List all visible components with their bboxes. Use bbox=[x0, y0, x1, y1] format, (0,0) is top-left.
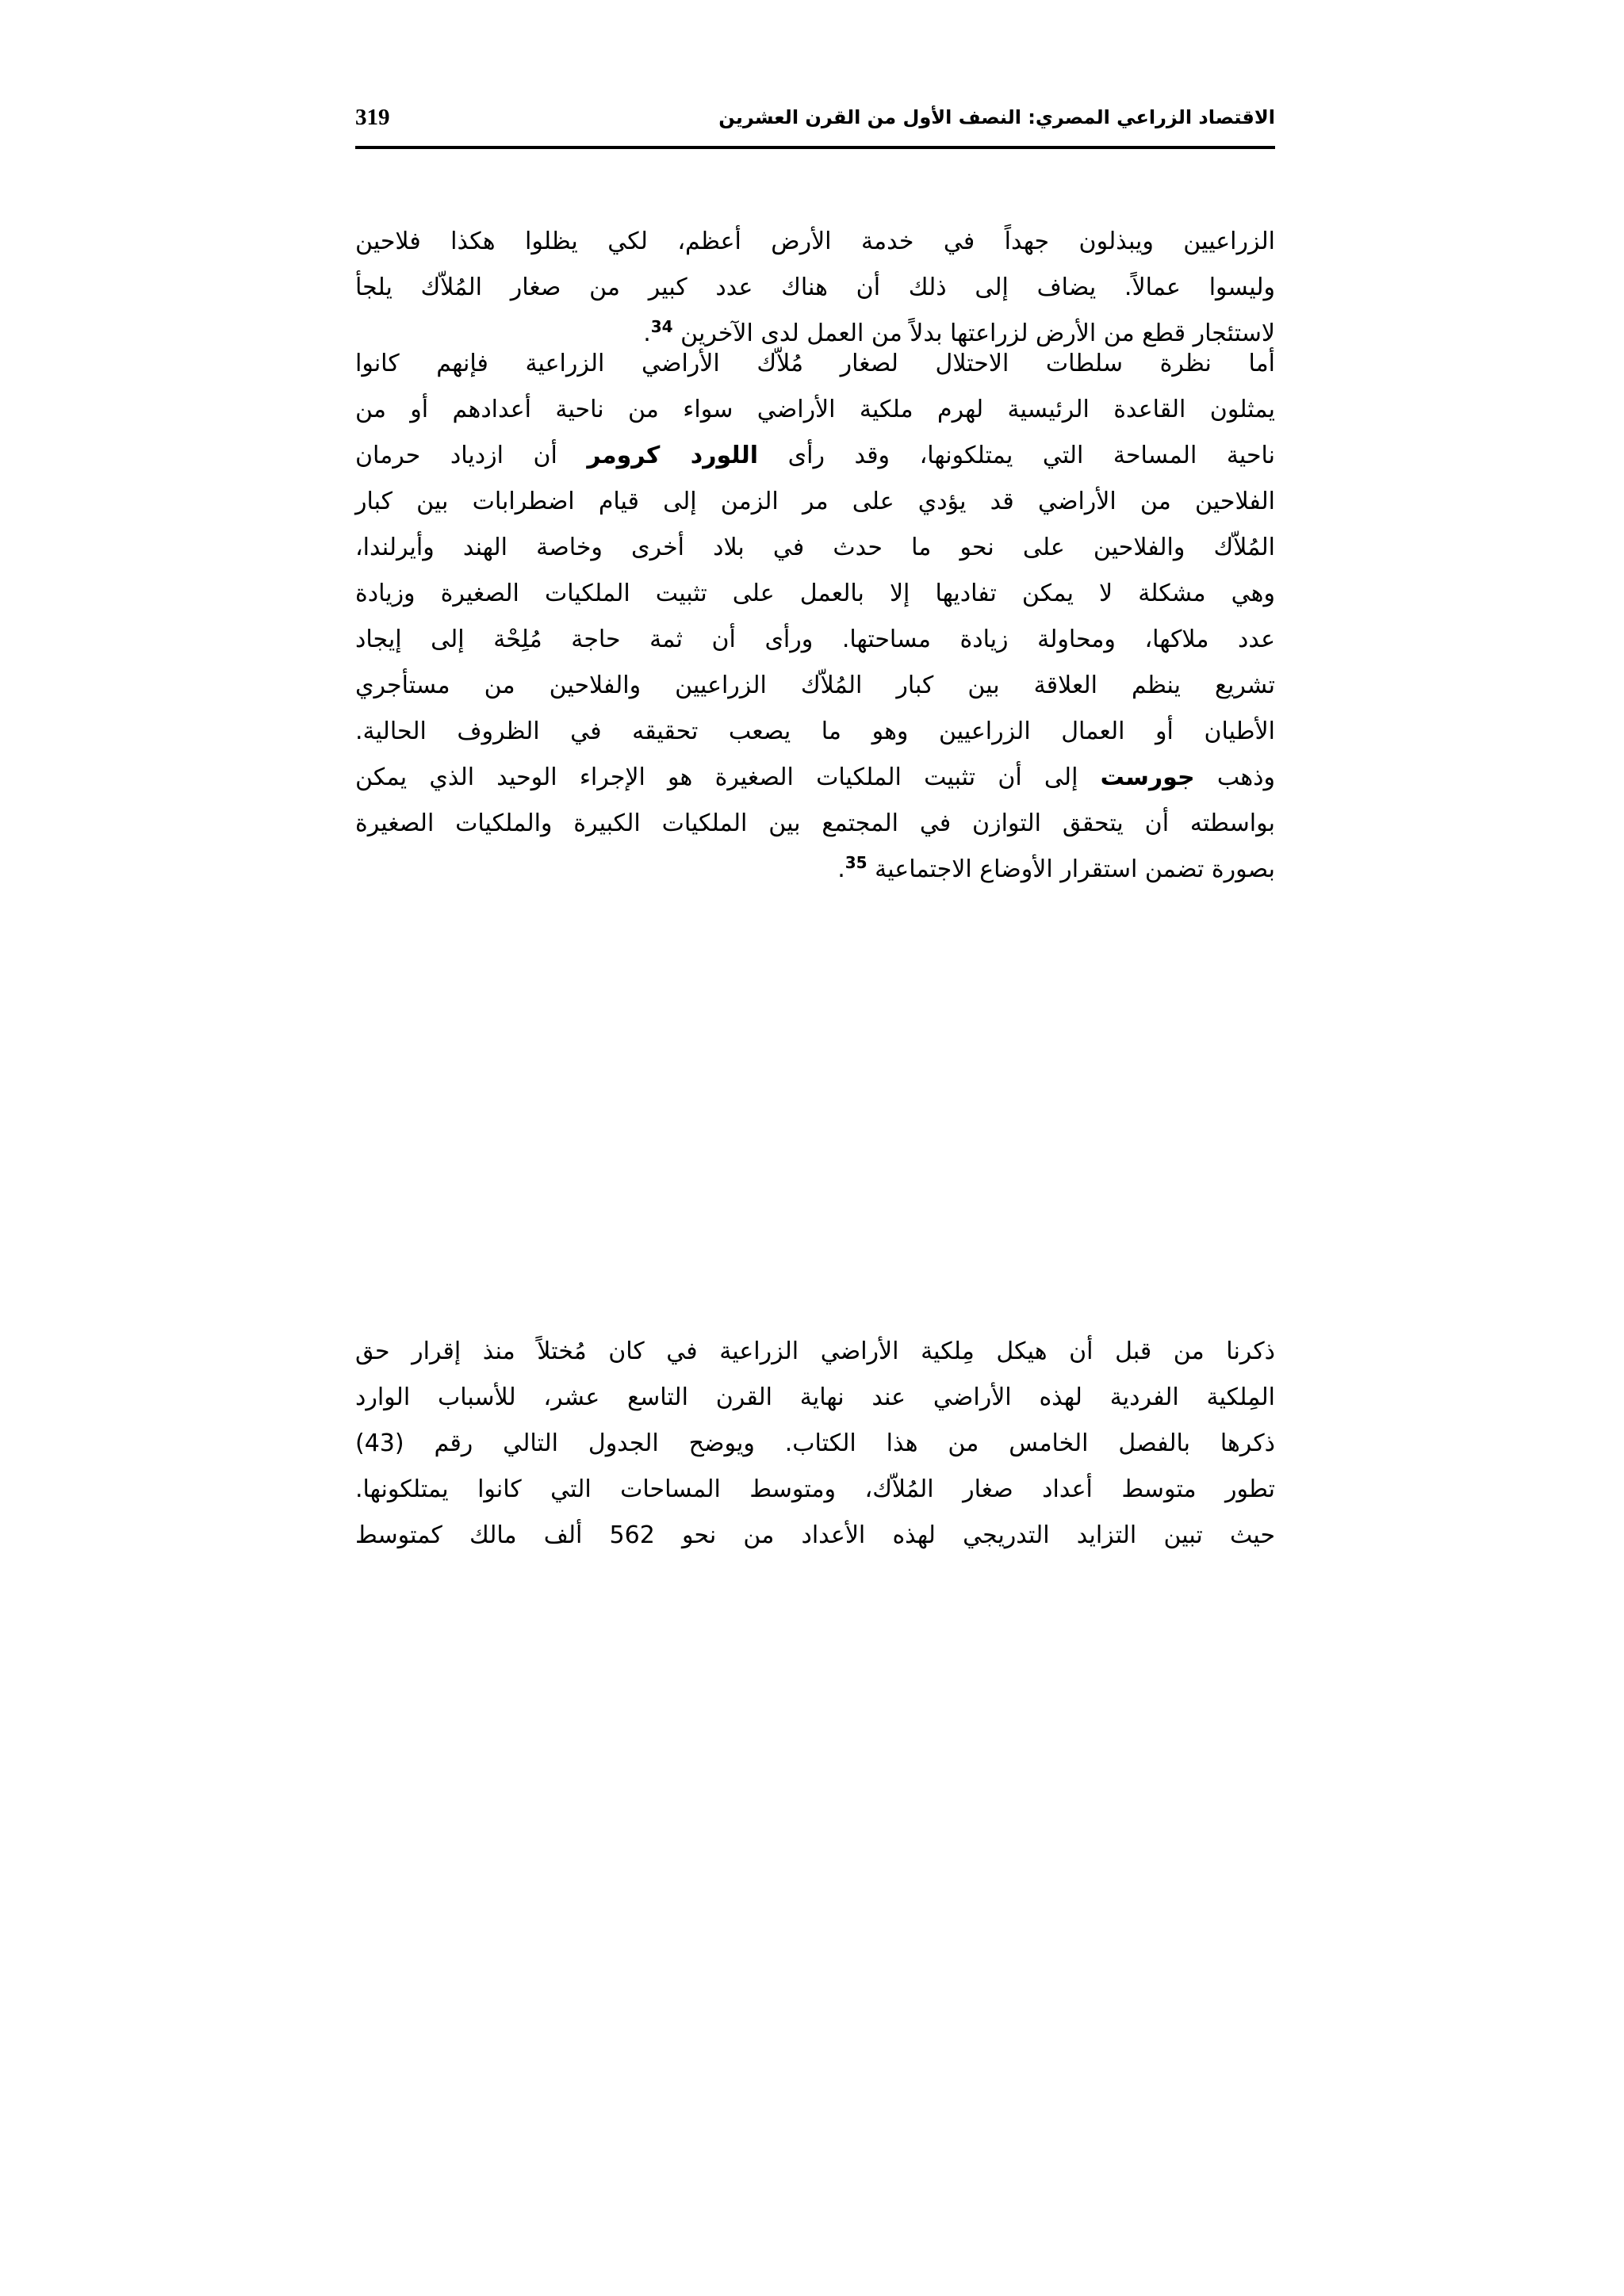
paragraph-2-line-8: تشريع ينظم العلاقة بين كبار المُلاّك الزراعيين والفلاحين من مستأجري bbox=[355, 672, 1275, 699]
running-header-title: الاقتصاد الزراعي المصري: النصف الأول من القرن العشرين bbox=[718, 106, 1275, 128]
paragraph-2-line-12-end: . bbox=[837, 855, 845, 883]
paragraph-2-line-11: بواسطته أن يتحقق التوازن في المجتمع بين الملكيات الكبيرة والملكيات الصغيرة bbox=[355, 809, 1275, 837]
paragraph-2-line-10-end: إلى أن تثبيت الملكيات الصغيرة هو الإجراء الوحيد الذي يمكن bbox=[355, 763, 1078, 791]
paragraph-2-line-12 bbox=[355, 847, 1275, 893]
paragraph-2-line-7: عدد ملاكها، ومحاولة زيادة مساحتها. ورأى أن ثمة حاجة مُلِحْة إلى إيجاد bbox=[355, 626, 1275, 653]
paragraph-2-line-3-end: أن ازدياد حرمان bbox=[355, 442, 557, 469]
paragraph-2-line-4: الفلاحين من الأراضي قد يؤدي على مر الزمن إلى قيام اضطرابات بين كبار bbox=[355, 488, 1275, 515]
paragraph-3-line-3: ذكرها بالفصل الخامس من هذا الكتاب. ويوضح الجدول التالي رقم (43) bbox=[355, 1429, 1275, 1457]
header-rule bbox=[355, 146, 1275, 149]
person-name-lord-cromer: اللورد كرومر bbox=[587, 442, 759, 469]
paragraph-2-line-3-start: ناحية المساحة التي يمتلكونها، وقد رأى bbox=[787, 442, 1275, 469]
paragraph-2-line-5: المُلاّك والفلاحين على نحو ما حدث في بلاد أخرى وخاصة الهند وأيرلندا، bbox=[355, 534, 1275, 561]
paragraph-2-line-1: أما نظرة سلطات الاحتلال لصغار مُلاّك الأراضي الزراعية فإنهم كانوا bbox=[355, 350, 1275, 377]
paragraph-2-line-10 bbox=[355, 755, 1275, 801]
person-name-gorst: جورست bbox=[1100, 763, 1195, 791]
paragraph-1-line-2: وليسوا عمالاً. يضاف إلى ذلك أن هناك عدد كبير من صغار المُلاّك يلجأ bbox=[355, 274, 1275, 301]
paragraph-2-line-3 bbox=[355, 433, 1275, 479]
paragraph-2 bbox=[355, 341, 1275, 893]
paragraph-1-line-1: الزراعيين ويبذلون جهداً في خدمة الأرض أعظم، لكي يظلوا هكذا فلاحين bbox=[355, 228, 1275, 255]
page-number: 319 bbox=[355, 105, 390, 130]
paragraph-1-line-3-end: . bbox=[643, 320, 651, 347]
paragraph-3-line-2: المِلكية الفردية لهذه الأراضي عند نهاية القرن التاسع عشر، للأسباب الوارد bbox=[355, 1383, 1275, 1411]
paragraph-2-line-12-text: بصورة تضمن استقرار الأوضاع الاجتماعية bbox=[875, 855, 1275, 883]
footnote-ref-35: 35 bbox=[845, 853, 868, 872]
paragraph-2-line-2: يمثلون القاعدة الرئيسية لهرم ملكية الأراضي سواء من ناحية أعدادهم أو من bbox=[355, 396, 1275, 423]
paragraph-3-line-5: حيث تبين التزايد التدريجي لهذه الأعداد من نحو 562 ألف مالك كمتوسط bbox=[355, 1521, 1275, 1549]
paragraph-2-line-9: الأطيان أو العمال الزراعيين وهو ما يصعب تحقيقه في الظروف الحالية. bbox=[355, 718, 1275, 745]
paragraph-3-line-1: ذكرنا من قبل أن هيكل مِلكية الأراضي الزراعية في كان مُختلاً منذ إقرار حق bbox=[355, 1337, 1275, 1365]
paragraph-1-line-3-text: لاستئجار قطع من الأرض لزراعتها بدلاً من العمل لدى الآخرين bbox=[680, 320, 1275, 347]
paragraph-1 bbox=[355, 219, 1275, 357]
paragraph-2-line-10-start: وذهب bbox=[1216, 763, 1275, 791]
running-header bbox=[355, 101, 1275, 151]
footnote-ref-34: 34 bbox=[650, 317, 673, 336]
paragraph-3-line-4: تطور متوسط أعداد صغار المُلاّك، ومتوسط المساحات التي كانوا يمتلكونها. bbox=[355, 1475, 1275, 1503]
paragraph-3 bbox=[355, 1329, 1275, 1559]
paragraph-2-line-6: وهي مشكلة لا يمكن تفاديها إلا بالعمل على تثبيت الملكيات الصغيرة وزيادة bbox=[355, 580, 1275, 607]
